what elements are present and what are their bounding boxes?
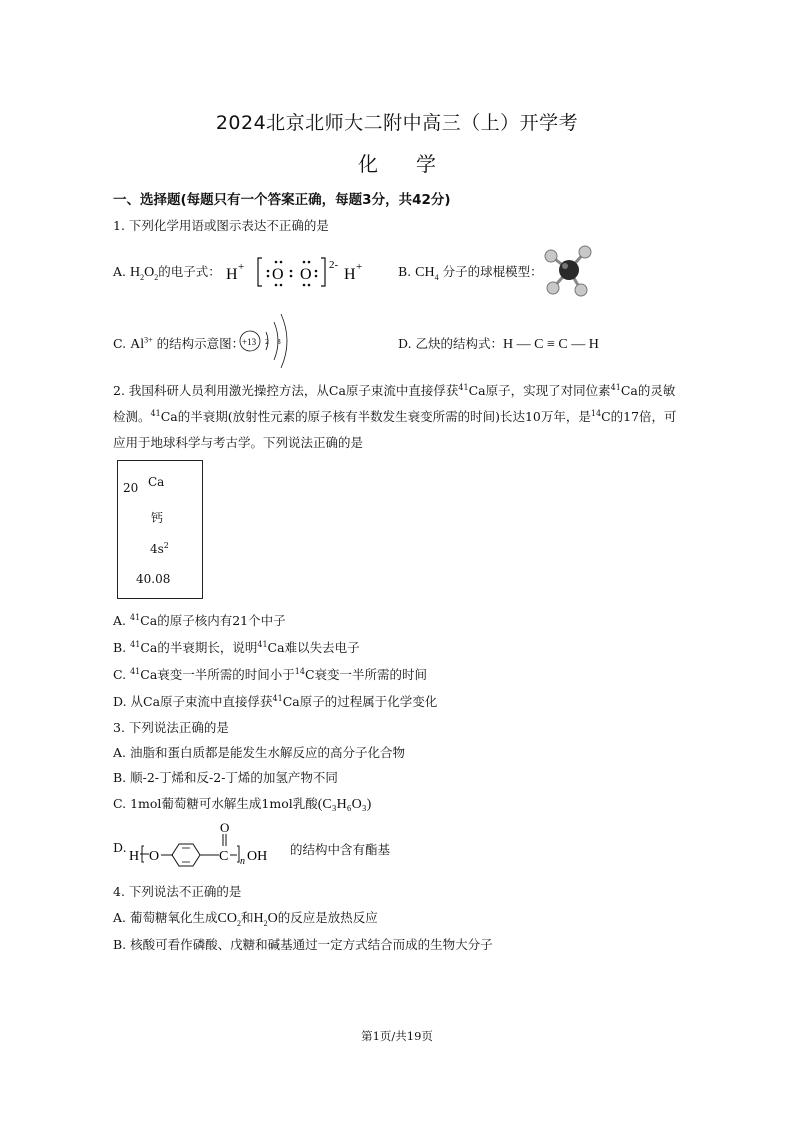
q1-option-a: A. $H_2O_2$的电子式：	[113, 264, 221, 282]
subject-title: 化学	[358, 152, 474, 176]
atomic-number: 20	[123, 481, 139, 495]
q4-option-a: A. 葡萄糖氧化生成$CO_2$和$H_2O$的反应是放热反应	[113, 910, 378, 928]
svg-text:2: 2	[265, 339, 269, 346]
aluminum-ion-structure-diagram	[236, 310, 292, 370]
q2-option-c: C. $^{41}$Ca衰变一半所需的时间小于$^{14}$C衰变一半所需的时间	[113, 666, 428, 682]
plus-left: +	[238, 261, 245, 273]
q2-stem-line-3: 应用于地球科学与考古学。下列说法正确的是	[113, 435, 364, 450]
electron-config: $4s^2$	[150, 541, 169, 556]
page-number: 第1页/共19页	[361, 1029, 433, 1043]
q2-option-a: A. $^{41}$Ca的原子核内有21个中子	[113, 612, 286, 628]
polyester-structure-diagram	[127, 820, 287, 868]
element-name: 钙	[151, 511, 164, 525]
nucleus-label: +13	[242, 337, 257, 347]
svg-text:H: H	[129, 849, 140, 864]
q4-stem: 4. 下列说法不正确的是	[113, 884, 242, 899]
peroxide-electron-diagram	[222, 252, 372, 292]
q3-option-d-label: D.	[113, 840, 127, 855]
svg-text:n: n	[240, 856, 245, 867]
q2-option-b: B. $^{41}$Ca的半衰期长，说明$^{41}$Ca难以失去电子	[113, 639, 360, 655]
periodic-table-cell-calcium	[117, 460, 203, 599]
svg-text:O: O	[272, 266, 284, 283]
exam-title: 2024北京北师大二附中高三（上）开学考	[215, 112, 579, 134]
svg-text:C: C	[219, 849, 229, 864]
q3-option-d-text: 的结构中含有酯基	[290, 842, 391, 857]
q1-stem: 1. 下列化学用语或图示表达不正确的是	[113, 218, 329, 233]
svg-text:8: 8	[277, 339, 281, 346]
charge-label: 2-	[329, 259, 339, 271]
q2-stem-line-1: 2. 我国科研人员利用激光操控方法，从Ca原子束流中直接俘获$^{41}$Ca原子，实现了对同位素$^{41}$Ca的灵敏	[113, 382, 676, 398]
q3-stem: 3. 下列说法正确的是	[113, 720, 229, 735]
svg-text:O: O	[149, 849, 160, 864]
section-heading: 一、选择题(每题只有一个答案正确，每题3分，共42分)	[113, 192, 451, 208]
q2-stem-line-2: 检测。$^{41}$Ca的半衰期(放射性元素的原子核有半数发生衰变所需的时间)长达10万年，是$^{14}$C的17倍，可	[113, 408, 677, 424]
q1-option-b: B. $CH_4$ 分子的球棍模型：	[398, 264, 543, 282]
plus-right: +	[356, 261, 363, 273]
q4-option-b: B. 核酸可看作磷酸、戊糖和碱基通过一定方式结合而成的生物大分子	[113, 937, 493, 952]
svg-text:O: O	[300, 266, 312, 283]
svg-text:O: O	[220, 820, 230, 835]
atomic-mass: 40.08	[136, 572, 171, 586]
q3-option-a: A. 油脂和蛋白质都是能发生水解反应的高分子化合物	[113, 745, 405, 760]
q3-option-c: C. 1mol葡萄糖可水解生成1mol乳酸(C₃H₆O₃)	[113, 796, 372, 812]
methane-ball-stick-model	[541, 240, 601, 300]
svg-text:OH: OH	[247, 849, 268, 864]
hydrogen-left: H	[226, 266, 238, 283]
q3-option-b: B. 顺-2-丁烯和反-2-丁烯的加氢产物不同	[113, 770, 338, 785]
q1-option-d: D. 乙炔的结构式：H — C ≡ C — H	[398, 336, 599, 352]
hydrogen-right: H	[344, 266, 356, 283]
element-symbol: Ca	[148, 475, 165, 489]
q2-option-d: D. 从Ca原子束流中直接俘获$^{41}$Ca原子的过程属于化学变化	[113, 693, 438, 709]
q1-option-c: C. $Al^{3+}$ 的结构示意图：	[113, 335, 245, 352]
